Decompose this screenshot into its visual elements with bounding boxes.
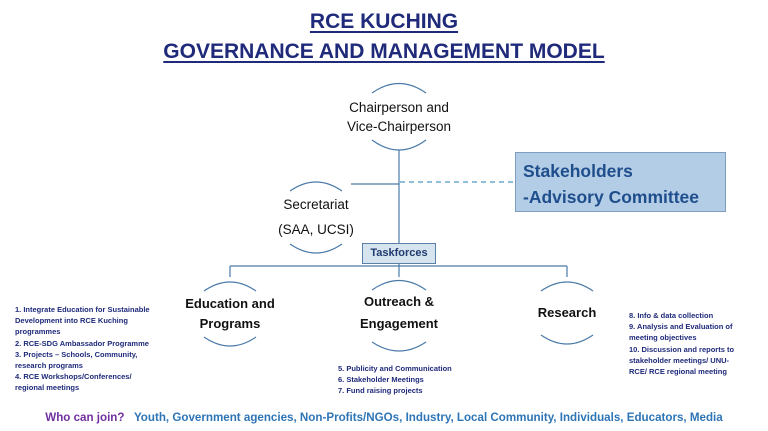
secretariat-arc-top	[290, 182, 342, 191]
research-node: Research	[537, 305, 597, 320]
list-item: 7. Fund raising projects	[338, 386, 423, 396]
list-item: 6. Stakeholder Meetings	[338, 375, 424, 385]
outreach-arc-bottom	[372, 342, 426, 351]
list-item: 1. Integrate Education for Sustainable Development into RCE Kuching programmes	[15, 305, 150, 337]
list-item: 5. Publicity and Communication	[338, 364, 452, 373]
list-item: 4. RCE Workshops/Conferences/ regional meetings	[15, 372, 132, 393]
list-item: 3. Projects – Schools, Community, research programs	[15, 349, 138, 371]
chair-arc-top	[372, 84, 426, 94]
chairperson-node: Chairperson and Vice-Chairperson	[346, 100, 452, 134]
outreach-arc-top	[372, 281, 426, 291]
secretariat-members: (SAA, UCSI)	[278, 222, 354, 237]
who-can-join-footer	[0, 411, 768, 424]
outreach-engagement-node: Outreach & Engagement	[359, 294, 438, 331]
education-programs-node: Education and Programs	[185, 296, 275, 331]
who-can-join-values: Youth, Government agencies, Non-Profits/NGOs, Industry, Local Community, Individuals, Educators, Media	[133, 411, 723, 424]
research-task-list	[629, 310, 764, 377]
education-arc-bottom	[204, 337, 256, 346]
title-line-1: RCE KUCHING	[309, 10, 459, 33]
secretariat-arc-bottom	[290, 244, 342, 253]
who-can-join-label: Who can join?	[45, 411, 125, 424]
list-item: 2. RCE-SDG Ambassador Programme	[15, 338, 149, 348]
list-item: 10. Discussion and reports to stakeholder meetings/ UNU- RCE/ RCE regional meeting	[629, 344, 735, 377]
list-item: 8. Info & data collection	[629, 311, 714, 320]
title-line-2: GOVERNANCE AND MANAGEMENT MODEL	[163, 40, 605, 63]
taskforces-box: Taskforces	[362, 243, 436, 264]
outreach-task-list	[338, 363, 488, 397]
list-item: 9. Analysis and Evaluation of meeting objectives	[629, 322, 733, 343]
stakeholders-advisory-box: Stakeholders -Advisory Committee	[515, 152, 726, 212]
secretariat-node: Secretariat	[283, 197, 349, 212]
research-arc-bottom	[541, 335, 593, 344]
research-arc-top	[541, 282, 593, 291]
chair-arc-bottom	[372, 140, 426, 150]
education-arc-top	[204, 282, 256, 291]
education-task-list	[15, 304, 185, 394]
